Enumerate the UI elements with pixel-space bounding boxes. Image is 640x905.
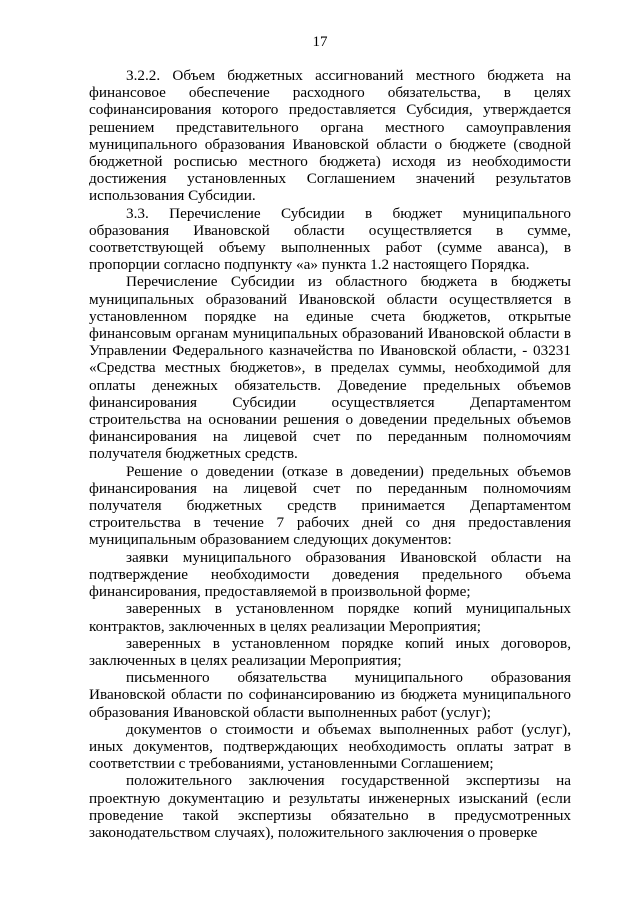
document-list-item: положительного заключения государственной экспертизы на проектную документацию и результаты инженерных изысканий (если проведение такой экспертизы обязательно в предусмотренных законодательством случаях), положительного заключения о проверке bbox=[89, 772, 571, 841]
document-body bbox=[89, 67, 571, 841]
page-number: 17 bbox=[312, 34, 328, 50]
document-list-item: заявки муниципального образования Ивановской области на подтверждение необходимости доведения предельного объема финансирования, предоставляемой в произвольной форме; bbox=[89, 548, 571, 601]
paragraph-3-2-2: 3.2.2. Объем бюджетных ассигнований местного бюджета на финансовое обеспечение расходного обязательства, в целях софинансирования которого предоставляется Субсидия, утверждается решением представительного органа местного самоуправления муниципального образования Ивановской области о бюджете (сводной бюджетной росписью местного бюджета) исходя из необходимости достижения установленных Соглашением значений результатов использования Субсидии. bbox=[89, 67, 571, 205]
document-list-item: документов о стоимости и объемах выполненных работ (услуг), иных документов, подтверждающих необходимость оплаты затрат в соответствии с требованиями, установленными Соглашением; bbox=[89, 720, 571, 773]
paragraph-transfer-procedure: Перечисление Субсидии из областного бюджета в бюджеты муниципальных образований Ивановской области осуществляется в установленном порядке на единые счета бюджетов, открытые финансовым органам муниципальных образований Ивановской области в Управлении Федерального казначейства по Ивановской области, - 03231 «Средства местных бюджетов», в пределах суммы, необходимой для оплаты денежных обязательств. Доведение предельных объемов финансирования Субсидии осуществляется Департаментом строительства на основании решения о доведении предельных объемов финансирования на лицевой счет по переданным полномочиям получателя бюджетных средств. bbox=[89, 273, 571, 463]
paragraph-decision: Решение о доведении (отказе в доведении) предельных объемов финансирования на лицевой счет по переданным полномочиям получателя бюджетных средств принимается Департаментом строительства в течение 7 рабочих дней со дня предоставления муниципальным образованием следующих документов: bbox=[89, 462, 571, 549]
document-list-item: заверенных в установленном порядке копий иных договоров, заключенных в целях реализации Мероприятия; bbox=[89, 634, 571, 669]
document-list-item: заверенных в установленном порядке копий муниципальных контрактов, заключенных в целях реализации Мероприятия; bbox=[89, 600, 571, 635]
paragraph-3-3: 3.3. Перечисление Субсидии в бюджет муниципального образования Ивановской области осуществляется в сумме, соответствующей объему выполненных работ (сумме аванса), в пропорции согласно подпункту «а» пункта 1.2 настоящего Порядка. bbox=[89, 204, 571, 274]
document-list-item: письменного обязательства муниципального образования Ивановской области по софинансированию из бюджета муниципального образования Ивановской области выполненных работ (услуг); bbox=[89, 669, 571, 721]
